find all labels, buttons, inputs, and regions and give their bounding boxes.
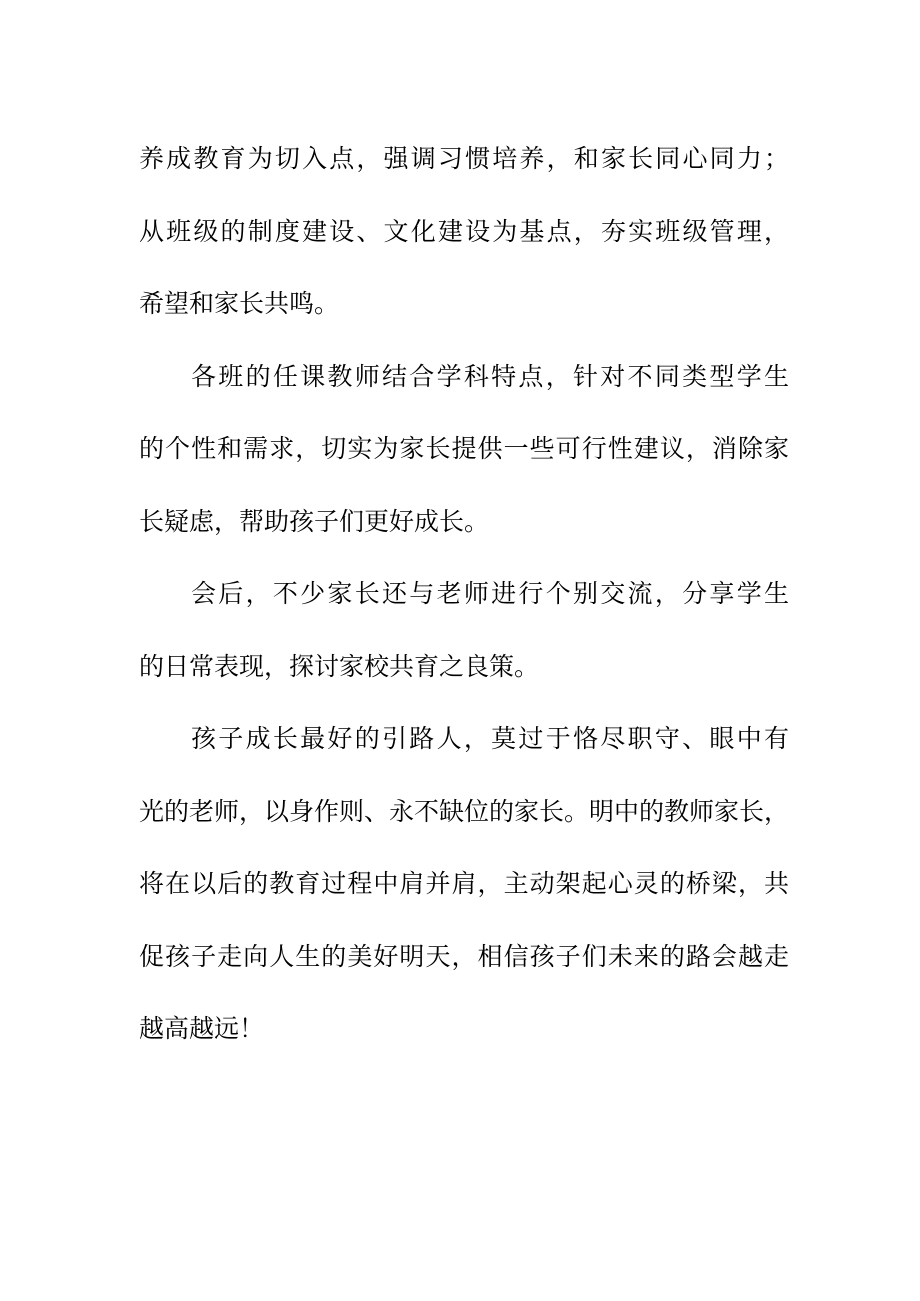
text-line: 养成教育为切入点，强调习惯培养，和家长同心同力； <box>139 144 789 173</box>
text-line: 促孩子走向人生的美好明天，相信孩子们未来的路会越走 <box>139 941 789 971</box>
paragraph-first-line: 孩子成长最好的引路人，莫过于恪尽职守、眼中有 <box>191 724 789 753</box>
text-line: 的个性和需求，切实为家长提供一些可行性建议，消除家 <box>139 434 789 463</box>
body-text <box>139 123 789 1066</box>
text-line: 的日常表现，探讨家校共育之良策。 <box>139 651 540 681</box>
text-line: 将在以后的教育过程中肩并肩，主动架起心灵的桥梁，共 <box>139 869 789 898</box>
text-line: 长疑虑，帮助孩子们更好成长。 <box>139 506 490 536</box>
text-line: 希望和家长共鸣。 <box>139 289 340 318</box>
paragraph-first-line: 各班的任课教师结合学科特点，针对不同类型学生 <box>191 361 789 391</box>
text-line: 光的老师，以身作则、永不缺位的家长。明中的教师家长， <box>139 796 790 826</box>
text-line: 越高越远！ <box>139 1014 265 1043</box>
paragraph-first-line: 会后，不少家长还与老师进行个别交流，分享学生 <box>191 579 789 608</box>
text-line: 从班级的制度建设、文化建设为基点，夯实班级管理， <box>139 216 789 246</box>
